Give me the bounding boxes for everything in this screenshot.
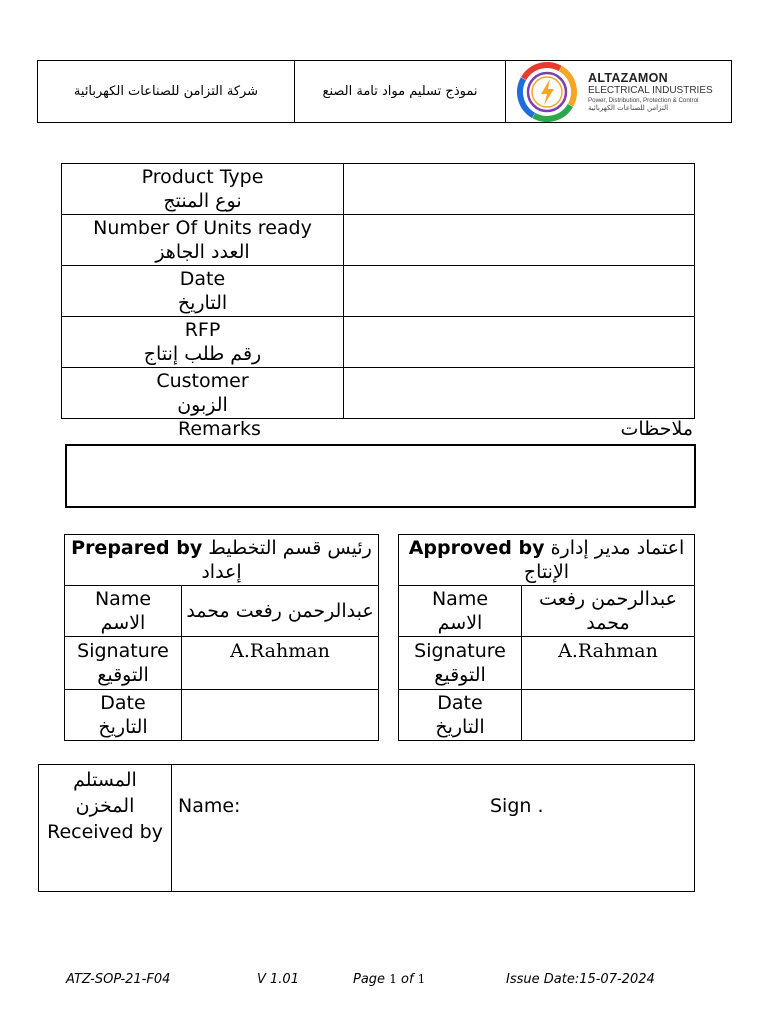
- approved-signature-value[interactable]: A.Rahman: [522, 637, 695, 690]
- product-type-field[interactable]: [344, 164, 695, 215]
- rfp-label: RFP رقم طلب إنتاج: [62, 317, 344, 368]
- customer-field[interactable]: [344, 368, 695, 419]
- document-header: [37, 60, 732, 123]
- received-name-label: Name:: [178, 795, 241, 817]
- prepared-date-label: Date التاريخ: [65, 690, 182, 741]
- company-name-cell: [38, 61, 295, 122]
- received-by-table: [38, 764, 695, 892]
- prepared-by-title: Prepared by رئيس قسم التخطيط إعداد: [65, 535, 379, 586]
- issue-date: Issue Date:15-07-2024: [506, 972, 655, 987]
- units-ready-field[interactable]: [344, 215, 695, 266]
- table-row: [399, 586, 695, 637]
- table-row: [399, 690, 695, 741]
- received-by-field[interactable]: [172, 765, 695, 892]
- product-info-table: [61, 163, 695, 419]
- form-title-cell: [295, 61, 506, 122]
- table-row: [62, 317, 695, 368]
- prepared-date-value[interactable]: [182, 690, 379, 741]
- prepared-name-value[interactable]: عبدالرحمن رفعت محمد: [182, 586, 379, 637]
- table-row: [399, 637, 695, 690]
- product-type-label: Product Type نوع المنتج: [62, 164, 344, 215]
- doc-version: V 1.01: [257, 972, 299, 987]
- table-row: [39, 765, 695, 892]
- logo-name: ALTAZAMON: [588, 70, 668, 85]
- date-field[interactable]: [344, 266, 695, 317]
- table-row: [65, 690, 379, 741]
- logo-tagline: Power, Distribution, Protection & Control: [588, 96, 699, 104]
- approved-date-value[interactable]: [522, 690, 695, 741]
- approved-date-label: Date التاريخ: [399, 690, 522, 741]
- logo-text-block: [588, 71, 713, 112]
- remarks-field[interactable]: [65, 444, 696, 508]
- company-name-arabic: شركة التزامن للصناعات الكهربائية: [73, 84, 259, 99]
- date-label: Date التاريخ: [62, 266, 344, 317]
- prepared-signature-label: Signature التوقيع: [65, 637, 182, 690]
- approved-signature-label: Signature التوقيع: [399, 637, 522, 690]
- table-row: [399, 535, 695, 586]
- table-row: [62, 164, 695, 215]
- table-row: [62, 368, 695, 419]
- form-title-arabic: نموذج تسليم مواد تامة الصنع: [322, 84, 478, 99]
- table-row: [62, 215, 695, 266]
- prepared-name-label: Name الاسم: [65, 586, 182, 637]
- approved-by-table: [398, 534, 695, 741]
- logo-subtitle: ELECTRICAL INDUSTRIES: [588, 85, 713, 97]
- document-footer: [0, 972, 768, 992]
- approved-name-label: Name الاسم: [399, 586, 522, 637]
- table-row: [65, 535, 379, 586]
- remarks-label: Remarks: [178, 418, 261, 440]
- logo-arabic: التزامن للصناعات الكهربائية: [588, 103, 669, 112]
- remarks-label-arabic: ملاحظات: [620, 418, 693, 440]
- received-by-label: المستلم المخزن Received by: [39, 765, 172, 892]
- approved-by-title: Approved by اعتماد مدير إدارة الإنتاج: [399, 535, 695, 586]
- rfp-field[interactable]: [344, 317, 695, 368]
- company-logo-icon: [514, 62, 580, 122]
- prepared-signature-value[interactable]: A.Rahman: [182, 637, 379, 690]
- received-sign-label: Sign .: [490, 795, 544, 817]
- approved-name-value[interactable]: عبدالرحمن رفعت محمد: [522, 586, 695, 637]
- doc-code: ATZ-SOP-21-F04: [66, 972, 171, 987]
- customer-label: Customer الزبون: [62, 368, 344, 419]
- remarks-header: [61, 418, 695, 444]
- prepared-by-table: [64, 534, 379, 741]
- table-row: [62, 266, 695, 317]
- table-row: [65, 586, 379, 637]
- logo-cell: [506, 61, 731, 122]
- page-number: Page 1 of 1: [353, 972, 426, 987]
- table-row: [65, 637, 379, 690]
- units-ready-label: Number Of Units ready العدد الجاهز: [62, 215, 344, 266]
